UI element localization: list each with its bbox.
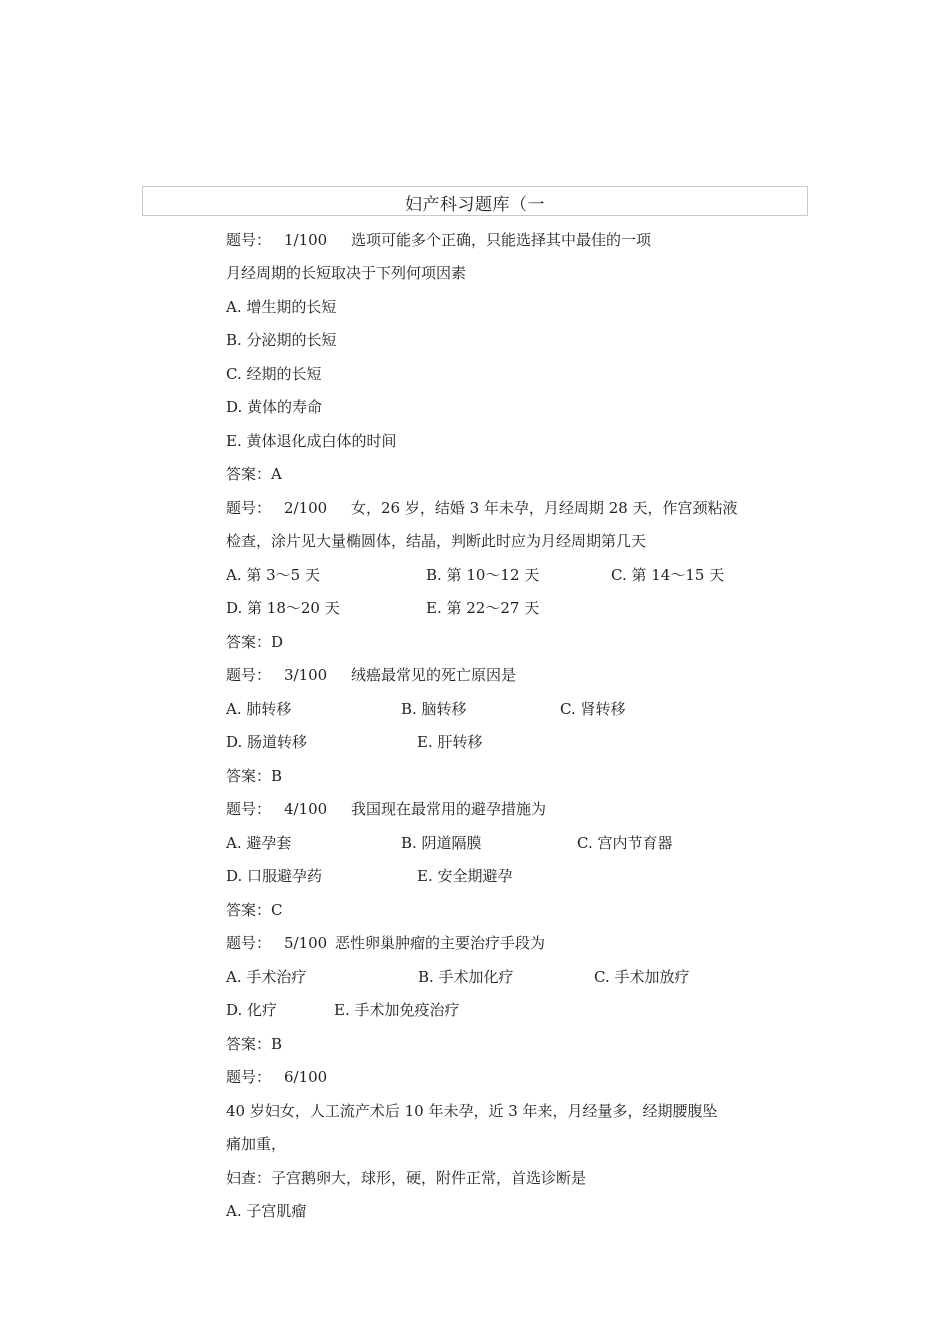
question-5-option-e: E. 手术加免疫治疗 [334, 1001, 460, 1019]
question-4-option-e: E. 安全期避孕 [417, 867, 513, 885]
question-6-stem-line-1: 40 岁妇女，人工流产术后 10 年未孕，近 3 年来，月经量多，经期腰腹坠 [226, 1102, 718, 1120]
question-label: 题号： [226, 1068, 272, 1086]
question-5-option-a: A. 手术治疗 [226, 968, 307, 986]
question-label: 题号： [226, 231, 272, 249]
question-number: 3/100 [284, 666, 328, 684]
question-4-option-c: C. 宫内节育器 [577, 834, 673, 852]
question-stem: 恶性卵巢肿瘤的主要治疗手段为 [335, 934, 546, 952]
question-number: 4/100 [284, 800, 328, 818]
question-number: 2/100 [284, 499, 328, 517]
question-4-option-b: B. 阴道隔膜 [401, 834, 482, 852]
question-4-option-d: D. 口服避孕药 [226, 867, 323, 885]
question-number: 1/100 [284, 231, 328, 249]
question-2-option-e: E. 第 22～27 天 [426, 599, 540, 617]
question-4-answer: 答案：C [226, 901, 283, 919]
question-3-option-c: C. 肾转移 [560, 700, 626, 718]
question-2-option-c: C. 第 14～15 天 [611, 566, 725, 584]
question-1-option-b: B. 分泌期的长短 [226, 331, 337, 349]
question-number: 6/100 [284, 1068, 328, 1086]
question-1-option-c: C. 经期的长短 [226, 365, 322, 383]
question-3-answer: 答案：B [226, 767, 283, 785]
question-3-option-b: B. 脑转移 [401, 700, 467, 718]
question-2-stem: 检查，涂片见大量椭圆体，结晶，判断此时应为月经周期第几天 [226, 532, 647, 550]
question-5-option-c: C. 手术加放疗 [594, 968, 690, 986]
question-5-answer: 答案：B [226, 1035, 283, 1053]
question-3-option-a: A. 肺转移 [226, 700, 292, 718]
question-5-option-d: D. 化疗 [226, 1001, 278, 1019]
question-6-option-a: A. 子宫肌瘤 [226, 1202, 307, 1220]
question-2-answer: 答案：D [226, 633, 284, 651]
question-stem: 绒癌最常见的死亡原因是 [351, 666, 517, 684]
question-4-option-a: A. 避孕套 [226, 834, 292, 852]
question-stem: 我国现在最常用的避孕措施为 [351, 800, 547, 818]
question-instruction: 选项可能多个正确，只能选择其中最佳的一项 [351, 231, 652, 249]
question-2-option-a: A. 第 3～5 天 [226, 566, 320, 584]
question-number: 5/100 [284, 934, 328, 952]
question-5-option-b: B. 手术加化疗 [418, 968, 514, 986]
question-1-option-d: D. 黄体的寿命 [226, 398, 323, 416]
question-stem: 女，26 岁，结婚 3 年未孕，月经周期 28 天，作宫颈粘液 [351, 499, 738, 517]
question-1-option-e: E. 黄体退化成白体的时间 [226, 432, 397, 450]
question-1-stem: 月经周期的长短取决于下列何项因素 [226, 264, 467, 282]
question-3-option-d: D. 肠道转移 [226, 733, 308, 751]
question-2-option-b: B. 第 10～12 天 [426, 566, 540, 584]
question-label: 题号： [226, 934, 272, 952]
question-label: 题号： [226, 499, 272, 517]
document-title: 妇产科习题库（一 [405, 195, 545, 215]
question-3-option-e: E. 肝转移 [417, 733, 483, 751]
question-label: 题号： [226, 666, 272, 684]
question-6-stem-line-3: 妇查：子宫鹅卵大，球形，硬，附件正常，首选诊断是 [226, 1169, 587, 1187]
question-2-option-d: D. 第 18～20 天 [226, 599, 340, 617]
question-1-answer: 答案：A [226, 465, 282, 483]
question-6-stem-line-2: 痛加重， [226, 1135, 287, 1153]
question-1-option-a: A. 增生期的长短 [226, 298, 337, 316]
title-box [142, 186, 808, 216]
question-label: 题号： [226, 800, 272, 818]
